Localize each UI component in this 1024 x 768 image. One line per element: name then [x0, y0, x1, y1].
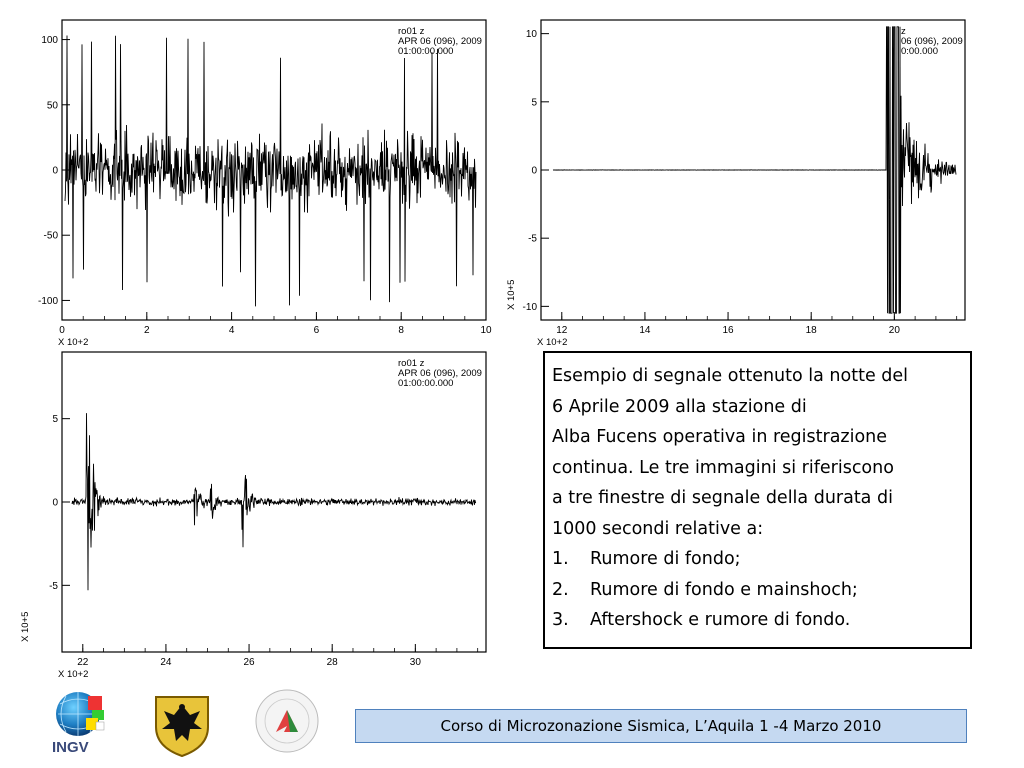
- y-tick-label: -5: [528, 233, 537, 245]
- x-tick-label: 0: [59, 325, 65, 336]
- x-tick-label: 2: [144, 325, 150, 336]
- x-tick-label: 6: [313, 325, 320, 336]
- description-box: [543, 351, 972, 649]
- description-line: continua. Le tre immagini si riferiscono: [552, 457, 894, 478]
- list-item-text: Aftershock e rumore di fondo.: [590, 610, 851, 630]
- x-tick-label: 28: [326, 657, 338, 668]
- list-item-number: 3.: [552, 610, 569, 630]
- seismogram-plot-1: [20, 18, 492, 346]
- y-multiplier-label: X 10+5: [20, 611, 31, 642]
- plot-header-line: ro01 z: [398, 358, 425, 369]
- y-tick-label: 10: [525, 29, 537, 41]
- seismogram-chart-aftershocks: [20, 350, 492, 678]
- coat-of-arms-icon: [150, 693, 214, 759]
- plot-header-line: APR 06 (096), 2009: [398, 36, 482, 47]
- plot-header-line: z: [901, 26, 906, 37]
- x-tick-label: 16: [722, 325, 734, 336]
- footer-banner: [355, 709, 967, 743]
- plot-header-line: 01:00:00.000: [398, 46, 454, 57]
- x-tick-label: 20: [888, 325, 900, 336]
- y-tick-label: 5: [52, 414, 58, 426]
- x-tick-label: 12: [556, 325, 568, 336]
- x-tick-label: 30: [409, 657, 421, 668]
- list-item: [552, 544, 966, 575]
- list-item: [552, 605, 966, 636]
- plot-header-line: 06 (096), 2009: [901, 36, 963, 47]
- protezione-civile-icon: [254, 688, 320, 754]
- x-multiplier-label: X 10+2: [537, 337, 568, 346]
- y-tick-label: 0: [52, 165, 58, 177]
- seismogram-plot-2: [506, 18, 972, 346]
- y-tick-label: 0: [531, 165, 537, 177]
- list-item-number: 1.: [552, 549, 569, 569]
- x-tick-label: 26: [243, 657, 255, 668]
- plot-header-line: ro01 z: [398, 26, 425, 37]
- list-item-number: 2.: [552, 579, 569, 600]
- ingv-label: INGV: [52, 739, 89, 756]
- coat-of-arms-logo: [150, 693, 214, 764]
- plot-header-line: 01:00:00.000: [398, 378, 454, 389]
- plot-header-line: 0:00.000: [901, 46, 938, 57]
- plot-header-line: APR 06 (096), 2009: [398, 368, 482, 379]
- y-tick-label: 50: [46, 100, 58, 112]
- x-tick-label: 14: [639, 325, 651, 336]
- seismogram-plot-3: [20, 350, 492, 678]
- description-list: [552, 544, 966, 636]
- y-tick-label: -10: [522, 301, 537, 313]
- seismogram-chart-background-noise: [20, 18, 492, 346]
- list-item-text: Rumore di fondo;: [590, 549, 741, 569]
- x-tick-label: 24: [160, 657, 172, 668]
- list-item: [552, 575, 966, 606]
- description-line: Alba Fucens operativa in registrazione: [552, 427, 888, 447]
- y-tick-label: 0: [52, 497, 58, 509]
- y-tick-label: -100: [37, 295, 58, 307]
- description-line: 6 Aprile 2009 alla stazione di: [552, 396, 807, 417]
- y-tick-label: 5: [531, 97, 537, 109]
- description-line: 1000 secondi relative a:: [552, 518, 764, 539]
- x-tick-label: 4: [228, 325, 235, 336]
- ingv-logo: [50, 690, 110, 745]
- description-line: Esempio di segnale ottenuto la notte del: [552, 366, 909, 386]
- x-multiplier-label: X 10+2: [58, 337, 89, 346]
- list-item-text: Rumore di fondo e mainshoch;: [590, 579, 858, 600]
- y-tick-label: 100: [41, 35, 58, 47]
- x-tick-label: 22: [77, 657, 89, 668]
- y-tick-label: -50: [43, 230, 58, 242]
- x-tick-label: 8: [398, 325, 404, 336]
- protezione-civile-logo: [254, 688, 320, 759]
- x-multiplier-label: X 10+2: [58, 669, 89, 678]
- x-tick-label: 18: [805, 325, 817, 336]
- seismogram-chart-mainshock: [506, 18, 972, 346]
- ingv-globe-icon: [50, 690, 110, 740]
- y-tick-label: -5: [49, 580, 58, 592]
- y-multiplier-label: X 10+5: [506, 279, 517, 310]
- x-tick-label: 10: [480, 325, 492, 336]
- description-line: a tre finestre di segnale della durata di: [552, 488, 893, 508]
- footer-text: Corso di Microzonazione Sismica, L’Aquila 1 -4 Marzo 2010: [440, 717, 882, 735]
